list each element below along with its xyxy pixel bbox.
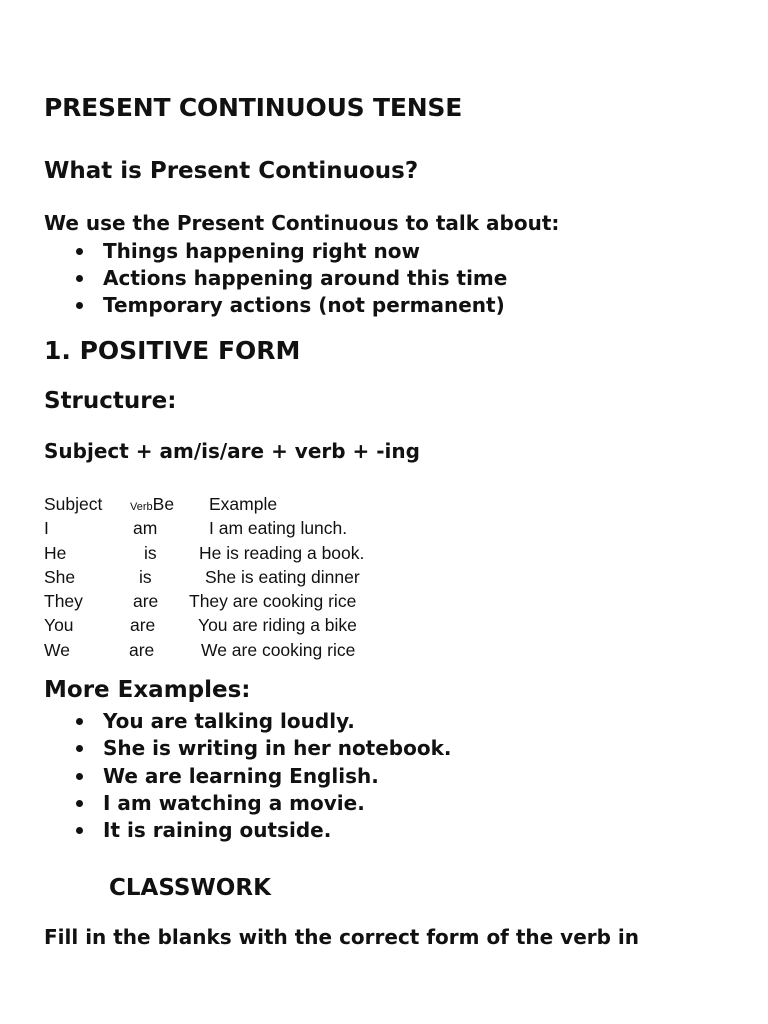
- list-item: I am watching a movie.: [74, 790, 452, 817]
- cell-subject: I: [44, 518, 49, 539]
- cell-example: They are cooking rice: [189, 591, 357, 612]
- table-header-row: [44, 494, 444, 518]
- cell-example: He is reading a book.: [199, 542, 365, 563]
- table-row: [44, 591, 444, 615]
- cell-subject: They: [44, 591, 83, 612]
- cell-example: We are cooking rice: [201, 639, 356, 660]
- more-examples-heading: More Examples:: [44, 677, 251, 703]
- cell-subject: She: [44, 566, 76, 587]
- cell-verb: are: [133, 591, 159, 612]
- header-verb: [130, 494, 174, 515]
- positive-form-heading: 1. POSITIVE FORM: [44, 336, 301, 365]
- table-row: [44, 518, 444, 542]
- cell-verb: are: [130, 615, 156, 636]
- intro-text: We use the Present Continuous to talk about:: [44, 211, 560, 235]
- cell-subject: You: [44, 615, 74, 636]
- cell-example: I am eating lunch.: [209, 518, 348, 539]
- more-examples-list: [74, 708, 452, 844]
- header-example: Example: [209, 494, 278, 514]
- cell-example: You are riding a bike: [198, 615, 357, 636]
- header-verb-small: Verb: [130, 501, 153, 513]
- cell-example: She is eating dinner: [205, 566, 360, 587]
- table-row: [44, 567, 444, 591]
- uses-list: [74, 238, 507, 319]
- cell-verb: am: [133, 518, 158, 539]
- list-item: We are learning English.: [74, 763, 452, 790]
- list-item: You are talking loudly.: [74, 708, 452, 735]
- cell-subject: We: [44, 639, 70, 660]
- list-item: It is raining outside.: [74, 817, 452, 844]
- list-item: Temporary actions (not permanent): [74, 292, 507, 319]
- header-subject: Subject: [44, 494, 103, 514]
- cell-verb: is: [139, 566, 152, 587]
- fill-instruction: Fill in the blanks with the correct form of the verb in: [44, 925, 640, 949]
- list-item: Actions happening around this time: [74, 265, 507, 292]
- cell-subject: He: [44, 542, 67, 563]
- table-row: [44, 640, 444, 664]
- page-title: PRESENT CONTINUOUS TENSE: [44, 93, 463, 122]
- examples-table: [44, 494, 444, 664]
- structure-formula: Subject + am/is/are + verb + -ing: [44, 439, 420, 463]
- table-row: [44, 543, 444, 567]
- structure-heading: Structure:: [44, 388, 177, 414]
- list-item: Things happening right now: [74, 238, 507, 265]
- header-verb-be: Be: [152, 494, 175, 514]
- what-is-heading: What is Present Continuous?: [44, 158, 419, 184]
- table-row: [44, 615, 444, 639]
- cell-verb: is: [144, 542, 157, 563]
- list-item: She is writing in her notebook.: [74, 735, 452, 762]
- cell-verb: are: [129, 639, 155, 660]
- classwork-heading: CLASSWORK: [109, 875, 271, 901]
